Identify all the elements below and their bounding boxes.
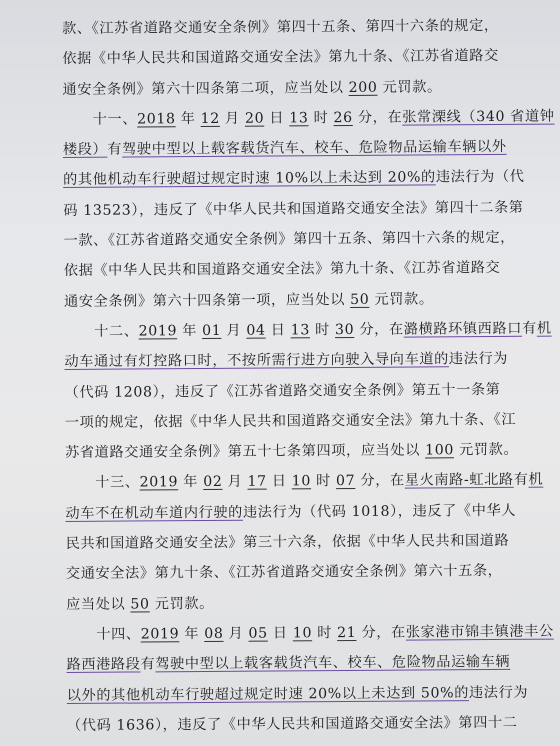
text-segment: 分，在 [355, 473, 405, 490]
text-line [63, 192, 533, 226]
text-segment: 日 [264, 110, 290, 127]
underlined-text: 以外的其他机动车行驶超过规定时速 20%以上未达到 50%的 [66, 684, 470, 704]
text-segment: 有 [107, 141, 123, 158]
underlined-text: 机 [536, 320, 552, 337]
underlined-text: 05 [248, 625, 268, 642]
text-segment: 时 [312, 625, 338, 642]
text-segment: 苏省道路交通安全条例》第五十七条第四项，应当处以 [65, 442, 426, 462]
underlined-text: 02 [203, 474, 223, 491]
text-segment: 年 [175, 110, 201, 128]
underlined-text: 26 [333, 109, 353, 126]
text-segment: 违法行为（代码 1018），违反了《中华人 [242, 502, 517, 521]
text-line [66, 647, 536, 681]
text-segment: 月 [219, 110, 245, 127]
text-segment: 十四、 [96, 626, 141, 643]
underlined-text: 04 [246, 322, 266, 339]
text-segment: 时 [309, 322, 336, 339]
text-segment: 月 [223, 625, 249, 642]
text-line [62, 11, 532, 45]
underlined-text: 50 [350, 291, 370, 308]
underlined-text: 潞横路环镇西路口 [403, 320, 523, 338]
text-line [66, 526, 536, 560]
text-segment: 年 [178, 474, 204, 491]
underlined-text: 07 [335, 473, 356, 490]
underlined-text: 2018 [137, 111, 176, 128]
text-segment: 元罚款。 [453, 441, 519, 459]
text-line [62, 41, 532, 75]
text-line [64, 253, 534, 287]
underlined-text: 动车不在机动车道内行驶的 [65, 504, 243, 522]
text-segment: 民共和国道路交通安全法》第三十六条，依据《中华人民共和国道路 [65, 532, 510, 553]
text-line [62, 71, 532, 105]
underlined-text: 10 [292, 625, 313, 642]
text-segment: 十一、 [92, 111, 138, 128]
text-line [65, 495, 535, 529]
underlined-text: 星火南路-虹北路 [404, 472, 514, 490]
text-line [66, 556, 536, 590]
text-segment: 元罚款。 [149, 595, 214, 613]
text-segment: 码 13523），违反了《中华人民共和国道路交通安全法》第四十二条第 [63, 199, 524, 219]
underlined-text: 张家港市锦丰镇港丰公 [405, 623, 554, 641]
text-line [66, 617, 554, 651]
text-segment: 应当处以 [66, 596, 131, 613]
text-line [65, 465, 544, 499]
text-segment: 依据《中华人民共和国道路交通安全法》第九十条、《江苏省道路交 [62, 48, 499, 68]
text-segment: 一项的规定，依据《中华人民共和国道路交通安全法》第九十条、《江 [64, 411, 517, 431]
text-segment: 有 [140, 656, 156, 673]
text-segment: 一款、《江苏省道路交通安全条例》第四十五条、第四十六条的规定， [63, 229, 515, 250]
underlined-text: 13 [289, 110, 309, 127]
text-segment: 违法行为 [468, 684, 529, 701]
text-segment: 有 [521, 320, 537, 337]
text-line [65, 405, 535, 439]
text-segment: 月 [221, 322, 247, 339]
text-line [67, 677, 537, 711]
text-segment: 日 [267, 625, 293, 642]
text-line [64, 283, 534, 317]
text-segment: 分，在 [352, 109, 403, 126]
text-line [65, 435, 535, 469]
text-segment: 时 [310, 473, 337, 490]
underlined-text: 01 [202, 322, 222, 339]
text-line [64, 314, 552, 348]
underlined-text: 13 [290, 322, 311, 339]
text-segment: 日 [265, 322, 291, 339]
underlined-text: 12 [200, 110, 220, 127]
text-segment: （代码 1636），违反了《中华人民共和国道路交通安全法》第四十二 [66, 714, 518, 734]
text-segment: 通安全条例》第六十四条第二项，应当处以 [62, 79, 349, 98]
underlined-text: 机 [528, 472, 544, 489]
text-segment: 分，在 [354, 321, 404, 338]
underlined-text: 路西港路段 [66, 656, 141, 674]
text-line [65, 374, 535, 408]
text-line [63, 223, 533, 257]
underlined-text: 2019 [139, 474, 179, 491]
underlined-text: 100 [425, 442, 455, 459]
text-segment: 时 [308, 109, 334, 127]
underlined-text: 楼段） [62, 141, 108, 159]
underlined-text: 2019 [140, 626, 180, 643]
text-segment: 交通安全法》第九十条、《江苏省道路交通安全条例》第六十五条， [65, 563, 503, 583]
underlined-text: 10 [291, 473, 312, 490]
text-segment: 依据《中华人民共和国道路交通安全法》第九十条、《江苏省道路交 [63, 260, 501, 280]
text-line [63, 132, 533, 166]
text-line [67, 708, 537, 742]
text-line [63, 102, 555, 136]
text-line [64, 344, 534, 378]
underlined-text: 08 [204, 625, 224, 642]
underlined-text: 20 [244, 110, 265, 127]
text-segment: 元罚款。 [369, 291, 434, 308]
text-segment: 年 [179, 625, 205, 643]
text-segment: 有 [513, 472, 529, 489]
document-body [62, 11, 555, 741]
underlined-text: 动车通过有灯控路口时，不按所需行进方向驶入导向车道的 [64, 351, 449, 371]
text-segment: 通安全条例》第六十四条第一项，应当处以 [63, 291, 351, 310]
text-segment: 十二、 [94, 323, 139, 340]
underlined-text: 17 [247, 474, 267, 491]
underlined-text: 张常溧线（340 省道钟 [402, 108, 555, 126]
underlined-text: 200 [348, 79, 378, 96]
underlined-text: 驾驶中型以上载客载货汽车、校车、危险物品运输车辆 [155, 654, 511, 673]
underlined-text: 21 [337, 624, 357, 642]
text-line [66, 586, 536, 620]
text-segment: 元罚款。 [377, 78, 442, 96]
underlined-text: 50 [130, 596, 150, 613]
underlined-text: 2019 [138, 323, 178, 340]
text-line [63, 162, 533, 196]
underlined-text: 30 [334, 321, 355, 339]
text-segment: （代码 1208），违反了《江苏省道路交通安全条例》第五十一条第 [64, 381, 501, 401]
text-segment: 违法行为（代 [435, 169, 525, 186]
underlined-text: 驾驶中型以上载客载货汽车、校车、危险物品运输车辆以外 [122, 139, 507, 158]
text-segment: 分，在 [356, 624, 406, 641]
text-segment: 月 [222, 474, 248, 491]
text-segment: 款、《江苏省道路交通安全条例》第四十五条、第四十六条的规定， [62, 17, 499, 37]
text-segment: 违法行为 [448, 351, 509, 368]
text-segment: 年 [177, 322, 203, 340]
text-segment: 十三、 [95, 474, 140, 492]
text-segment: 日 [266, 473, 292, 491]
underlined-text: 的其他机动车行驶超过规定时速 10%以上未达到 20%的 [63, 169, 436, 189]
